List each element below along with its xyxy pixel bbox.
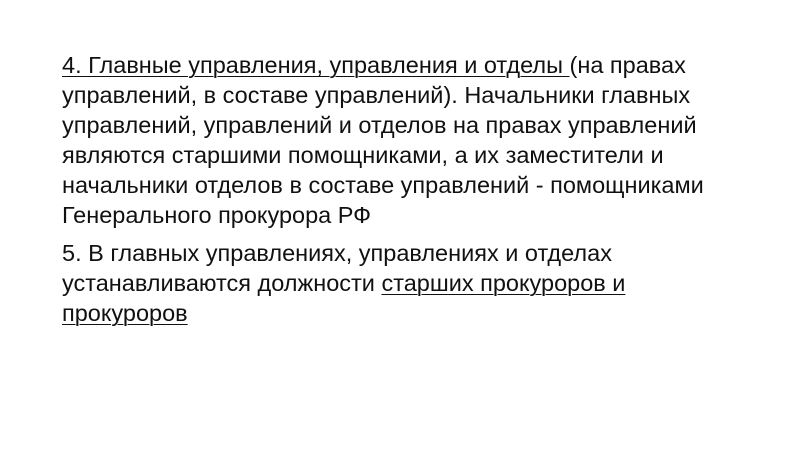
paragraph-4 (62, 50, 752, 230)
paragraph-5-emphasis: старших прокуроров и прокуроров (62, 270, 626, 326)
paragraph-5 (62, 238, 752, 328)
paragraph-4-body: (на правах управлений, в составе управлений). Начальники главных управлений, управлений и отделов на правах управлений являются старшими помощниками, а их заместители и начальники отделов в составе управлений - помощниками Генерального прокурора РФ (62, 52, 704, 228)
slide-text-body (62, 50, 752, 328)
paragraph-4-heading: 4. Главные управления, управления и отделы (62, 52, 570, 78)
paragraph-5-body: 5. В главных управлениях, управлениях и отделах устанавливаются должности (62, 240, 612, 296)
